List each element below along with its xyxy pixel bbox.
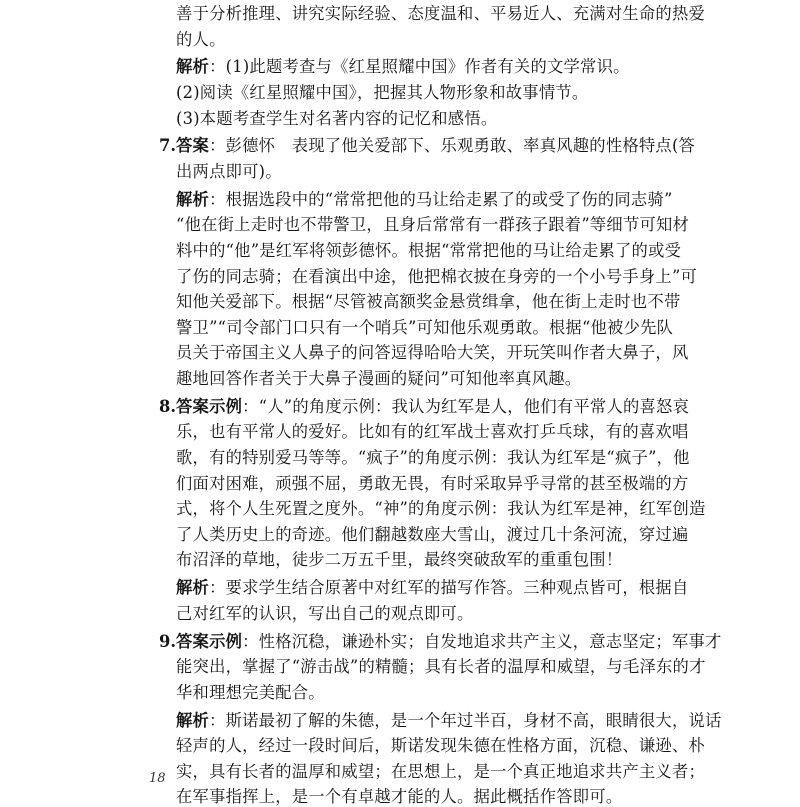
text-line xyxy=(176,474,688,494)
page-number: 18 xyxy=(149,771,166,786)
text-line xyxy=(176,499,706,519)
line-text: 知他关爱部下。根据“尽管被高额奖金悬赏缉拿，他在街上走时也不带 xyxy=(176,292,681,312)
line-text: 了伤的同志骑；在看演出中途，他把棉衣披在身旁的一个小号手身上”可 xyxy=(176,266,698,286)
item-number: 9. xyxy=(159,631,176,651)
line-text: ：彭德怀 表现了他关爱部下、乐观勇敢、率真风趣的性格特点(答 xyxy=(209,136,696,156)
text-line xyxy=(176,657,706,677)
line-text: 华和理想完美配合。 xyxy=(176,682,325,702)
line-text: 布沼泽的草地，徒步二万五千里，最终突破敌军的重重包围！ xyxy=(176,550,623,570)
text-line xyxy=(176,162,282,182)
line-text: 出两点即可)。 xyxy=(176,162,282,181)
item-number: 7. xyxy=(159,136,176,156)
text-line xyxy=(176,267,697,287)
text-line xyxy=(176,632,722,652)
text-line xyxy=(176,448,690,468)
line-text: (3)本题考查学生对名著内容的记忆和感悟。 xyxy=(176,108,498,128)
line-text: ：性格沉稳，谦逊朴实；自发地追求共产主义，意志坚定；军事才 xyxy=(242,631,722,651)
line-text: 歌，有的特别爱马等等。“疯子”的角度示例：我认为红军是“疯子”，他 xyxy=(176,448,690,467)
text-line xyxy=(176,215,689,235)
text-line xyxy=(176,343,688,363)
line-text: “他在街上走时也不带警卫，且身后常常有一群孩子跟着”等细节可知材 xyxy=(176,215,690,235)
section-label: 答案示例 xyxy=(176,631,243,651)
line-text: (2)阅读《红星照耀中国》，把握其人物形象和故事情节。 xyxy=(176,83,589,102)
text-line xyxy=(176,683,325,703)
text-line xyxy=(176,550,622,570)
line-text: 实，具有长者的温厚和威望；在思想上，是一个真正地追求共产主义者； xyxy=(176,761,706,781)
section-label: 解析 xyxy=(176,710,210,730)
section-label: 解析 xyxy=(176,578,210,598)
line-text: ：根据选段中的“常常把他的马让给走累了的或受了伤的同志骑” xyxy=(209,189,673,209)
text-line xyxy=(176,57,630,77)
line-text: 们面对困难，顽强不屈，勇敢无畏，有时采取异乎寻常的甚至极端的方 xyxy=(176,473,689,493)
line-text: 料中的“他”是红军将领彭德怀。根据“常常把他的马让给走累了的或受 xyxy=(176,241,682,260)
text-line xyxy=(176,578,689,598)
line-text: ：“人”的角度示例：我认为红军是人，他们有平常人的喜怒哀 xyxy=(242,396,690,416)
line-text: 乐，也有平常人的爱好。比如有的红军战士喜欢打乒乓球，有的喜欢唱 xyxy=(176,422,689,442)
section-label: 答案示例 xyxy=(176,396,243,416)
text-line xyxy=(176,190,673,210)
line-text: 己对红军的认识，写出自己的观点即可。 xyxy=(176,603,474,623)
line-text: ：斯诺最初了解的朱德，是一个年过半百，身材不高，眼睛很大，说话 xyxy=(209,710,722,730)
line-text: 在军事指挥上，是一个有卓越才能的人。据此概括作答即可。 xyxy=(176,787,623,807)
text-line xyxy=(176,525,688,545)
line-text: ：要求学生结合原著中对红军的描写作答。三种观点皆可，根据自 xyxy=(209,578,689,598)
text-line xyxy=(176,136,695,156)
text-line xyxy=(176,292,681,312)
text-line xyxy=(176,422,688,442)
text-line xyxy=(176,4,705,24)
line-text: 式，将个人生死置之度外。“神”的角度示例：我认为红军是神，红军创造 xyxy=(176,499,706,519)
line-text: 善于分析推理、讲究实际经验、态度温和、平易近人、充满对生命的热爱 xyxy=(176,4,706,23)
text-line xyxy=(176,787,622,807)
text-line xyxy=(176,604,474,624)
text-line xyxy=(176,762,705,782)
text-line xyxy=(176,30,226,50)
line-text: 轻声的人，经过一段时间后，斯诺发现朱德在性格方面，沉稳、谦逊、朴 xyxy=(176,736,706,756)
line-text: 趣地回答作者关于大鼻子漫画的疑问”可知他率真风趣。 xyxy=(176,369,582,388)
section-label: 答案 xyxy=(176,136,210,156)
text-line xyxy=(176,241,681,261)
text-line xyxy=(176,318,673,338)
text-line xyxy=(176,397,689,417)
text-line xyxy=(176,711,722,731)
text-line xyxy=(176,83,588,103)
section-label: 解析 xyxy=(176,189,210,209)
line-text: 警卫”“司令部门口只有一个哨兵”可知他乐观勇敢。根据“他被少先队 xyxy=(176,317,674,337)
line-text: 的人。 xyxy=(176,29,226,49)
text-line xyxy=(176,736,705,756)
line-text: 员关于帝国主义人鼻子的问答逗得哈哈大笑，开玩笑叫作者大鼻子，风 xyxy=(176,343,689,363)
line-text: 了人类历史上的奇迹。他们翻越数座大雪山，渡过几十条河流，穿过遍 xyxy=(176,524,689,544)
item-number: 8. xyxy=(159,396,176,416)
line-text: ：(1)此题考查与《红星照耀中国》作者有关的文学常识。 xyxy=(209,57,630,77)
line-text: 能突出，掌握了“游击战”的精髓；具有长者的温厚和威望，与毛泽东的才 xyxy=(176,657,706,677)
text-line xyxy=(176,109,497,129)
section-label: 解析 xyxy=(176,57,210,77)
text-line xyxy=(176,369,581,389)
